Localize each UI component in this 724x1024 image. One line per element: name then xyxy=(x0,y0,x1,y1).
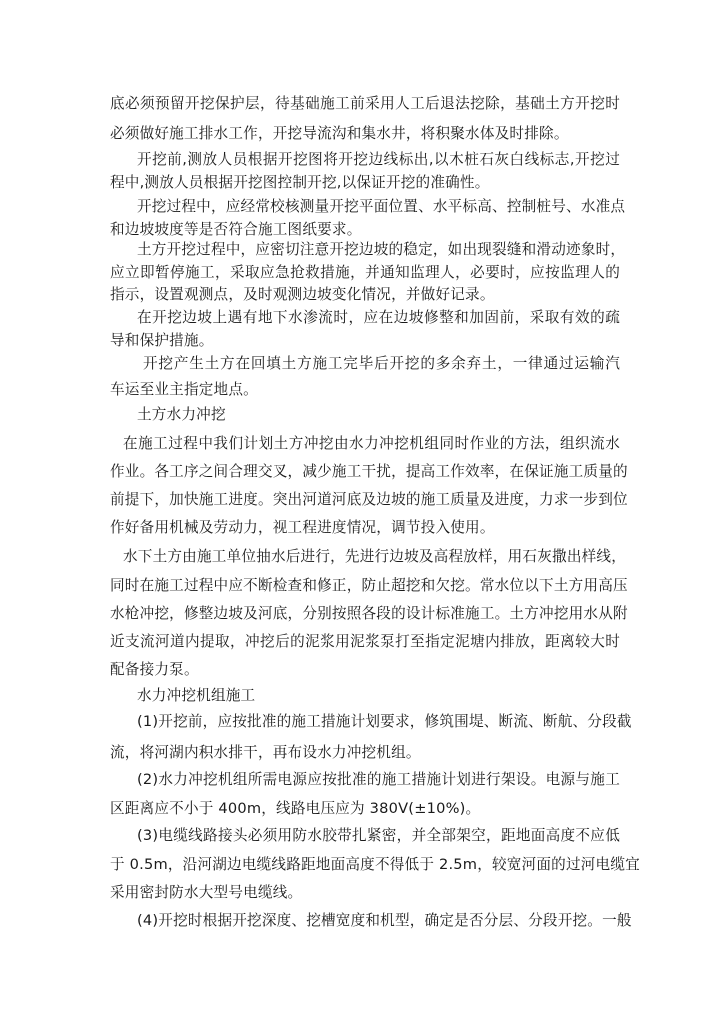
text-line: (1)开挖前，应按批准的施工措施计划要求，修筑围堤、断流、断航、分段截 xyxy=(137,713,632,730)
text-line: 水下土方由施工单位抽水后进行，先进行边坡及高程放样，用石灰撒出样线， xyxy=(123,548,626,565)
text-line: 配备接力泵。 xyxy=(110,661,199,678)
text-line: 开挖前,测放人员根据开挖图将开挖边线标出,以木桩石灰白线标志,开挖过 xyxy=(137,151,620,168)
text-line: 车运至业主指定地点。 xyxy=(110,381,258,398)
text-line: 开挖过程中，应经常校核测量开挖平面位置、水平标高、控制桩号、水准点 xyxy=(137,198,626,215)
text-line: 水枪冲挖，修整边坡及河底，分别按照各段的设计标准施工。土方冲挖用水从附 xyxy=(110,605,628,622)
text-line: (3)电缆线路接头必须用防水胶带扎紧密，并全部架空，距地面高度不应低 xyxy=(137,827,620,844)
text-line: (2)水力冲挖机组所需电源应按批准的施工措施计划进行架设。电源与施工 xyxy=(137,771,620,788)
text-line: 程中,测放人员根据开挖图控制开挖,以保证开挖的准确性。 xyxy=(110,174,490,191)
text-line: 作好备用机械及劳动力，视工程进度情况，调节投入使用。 xyxy=(110,519,495,536)
text-line: 土方开挖过程中，应密切注意开挖边坡的稳定，如出现裂缝和滑动迹象时， xyxy=(137,241,626,258)
text-line: 导和保护措施。 xyxy=(110,332,214,349)
text-line: 作业。各工序之间合理交叉，减少施工干扰，提高工作效率，在保证施工质量的 xyxy=(110,463,628,480)
text-line: 必须做好施工排水工作，开挖导流沟和集水井，将积聚水体及时排除。 xyxy=(110,125,569,142)
text-line: 流，将河湖内积水排干，再布设水力冲挖机组。 xyxy=(110,744,421,761)
section-heading: 土方水力冲挖 xyxy=(137,406,226,423)
text-line: 底必须预留开挖保护层，待基础施工前采用人工后退法挖除，基础土方开挖时 xyxy=(110,95,620,112)
text-line: 应立即暂停施工，采取应急抢救措施，并通知监理人，必要时，应按监理人的 xyxy=(110,264,620,281)
section-heading: 水力冲挖机组施工 xyxy=(137,687,256,704)
text-line: 区距离应不小于 400m，线路电压应为 380V(±10%)。 xyxy=(110,800,481,817)
text-line: 于 0.5m，沿河湖边电缆线路距地面高度不得低于 2.5m，较宽河面的过河电缆宜 xyxy=(110,856,640,873)
text-line: 在开挖边坡上遇有地下水渗流时，应在边坡修整和加固前，采取有效的疏 xyxy=(137,309,620,326)
text-line: 前提下，加快施工进度。突出河道河底及边坡的施工质量及进度，力求一步到位 xyxy=(110,491,628,508)
text-line: 在施工过程中我们计划土方冲挖由水力冲挖机组同时作业的方法，组织流水 xyxy=(123,435,620,452)
text-line: 同时在施工过程中应不断检查和修正，防止超挖和欠挖。常水位以下土方用高压 xyxy=(110,577,628,594)
text-line: 采用密封防水大型号电缆线。 xyxy=(110,884,303,901)
text-line: 近支流河道内提取，冲挖后的泥浆用泥浆泵打至指定泥塘内排放，距离较大时 xyxy=(110,633,620,650)
text-line: (4)开挖时根据开挖深度、挖槽宽度和机型，确定是否分层、分段开挖。一般 xyxy=(137,912,632,929)
text-line: 指示，设置观测点，及时观测边坡变化情况，并做好记录。 xyxy=(110,286,495,303)
text-line: 和边坡坡度等是否符合施工图纸要求。 xyxy=(110,221,362,238)
text-line: 开挖产生土方在回填土方施工完毕后开挖的多余弃土，一律通过运输汽 xyxy=(143,355,620,372)
